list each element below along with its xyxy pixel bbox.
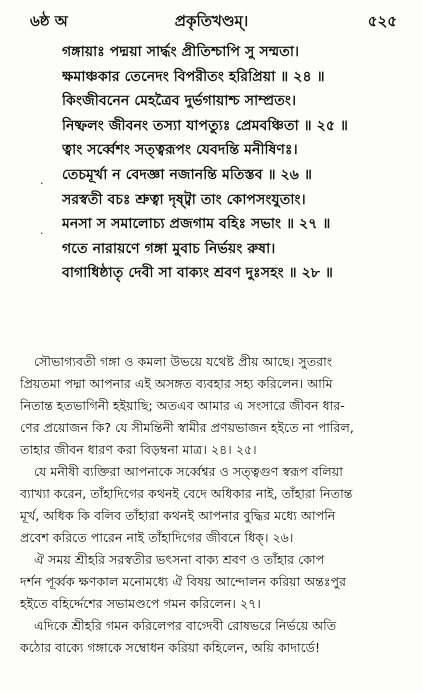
commentary-line: ণের প্রয়োজন কি? যে সীমন্তিনী স্বামীর প্রণয়ভাজন হইতে না পারিল, (20, 420, 354, 435)
commentary-paragraph (20, 615, 409, 659)
commentary-line: প্রবেশ করিতে পারেন নাই তাঁহাদিগের জীবনে ধিক্। ২৬। (20, 530, 294, 545)
sanskrit-verses (62, 40, 407, 286)
page-title: প্রকৃতিখণ্ডম্। (174, 12, 249, 30)
verse-line: গতে নারায়ণে গঙ্গা মুবাচ নির্ভয়ং রুষা। (62, 240, 276, 257)
commentary-line: ঐ সময় শ্রীহরি সরস্বতীর ভৎসনা বাক্য শ্রবণ ও তাঁহার কোপ (34, 552, 325, 567)
commentary-line: সৌভাগ্যবতী গঙ্গা ও কমলা উভয়ে যথেষ্ট প্রীয় আছে। সুতরাং (34, 354, 333, 369)
page-number: ৫২৫ (367, 12, 397, 30)
chapter-number: ৬ষ্ঠ অ (30, 12, 68, 30)
verse-line: গঙ্গায়াঃ পদ্ময়া সার্দ্ধং প্রীতিশ্চাপি সু সম্মতা। (62, 44, 300, 60)
bengali-commentary (20, 351, 409, 659)
verse-line: ক্ষমাঞ্চকার তেনেদং বিপরীতং হরিপ্রিয়া ॥ ২৪ ॥ (62, 68, 325, 85)
commentary-line: এদিকে শ্রীহরি গমন করিলেপর বাগ্দেবী রোষভরে নির্ভয়ে অতি (34, 618, 337, 633)
commentary-line: তাহার জীবন ধারণ করা বিড়ম্বনা মাত্র। ২৪। ২৫। (20, 442, 257, 457)
commentary-line: হইতে বহির্দ্দেশের সভামণ্ডপে গমন করিলেন। ২৭। (20, 596, 261, 611)
commentary-line: কঠোর বাক্যে গঙ্গাকে সম্বোধন করিয়া কহিলেন, অয়ি কাদার্ডে! (20, 640, 320, 655)
verse-line: বাগাধিষ্ঠাতৃ দেবী সা বাক্যং শ্রবণ দুঃসহং ॥ ২৮ ॥ (62, 265, 333, 282)
verse-line: কিংজীবনেন মেহত্রৈব দুর্ভগায়াশ্চ সাম্প্রতং। (62, 93, 297, 110)
verse-line: মনসা স সমালোচ্য প্রজগাম বহিঃ সভাং ॥ ২৭ ॥ (62, 216, 331, 233)
commentary-line: যে মনীষী ব্যক্তিরা আপনাকে সর্ব্বেশ্বর ও সত্ত্বগুণ স্বরূপ বলিয়া (34, 464, 343, 479)
page-header (18, 10, 405, 34)
verse-line: নিষ্ফলং জীবনং তস্যা যাপত্যুঃ প্রেমবঞ্চিতা ॥ ২৫ ॥ (62, 117, 349, 134)
commentary-line: ব্যাখ্যা করেন, তাঁহাদিগের কথনই বেদে অধিকার নাই, তাঁহারা নিতান্ত (20, 486, 353, 501)
commentary-paragraph (20, 351, 409, 461)
commentary-paragraph (20, 461, 409, 549)
commentary-line: দর্শন পূর্ব্বক ক্ষণকাল মনোমধ্যে ঐ বিষয় আন্দোলন করিয়া অন্তঃপুর (20, 574, 347, 589)
margin-dot-icon: · (40, 177, 44, 190)
verse-line: সরস্বতী বচঃ শ্রুত্বা দৃষ্ট্বা তাং কোপসংযুতাং। (62, 191, 306, 208)
margin-dot-icon: · (40, 227, 44, 240)
commentary-line: প্রিয়তমা পদ্মা আপনার এই অসঙ্গত ব্যবহার সহ্য করিলেন। আমি (20, 376, 333, 391)
commentary-paragraph (20, 549, 409, 615)
verse-line: ত্বাং সর্ব্বেশং সত্ত্বরূপং যেবদন্তি মনীষিণঃ। (62, 142, 298, 159)
commentary-line: নিতান্ত হতভাগিনী হইয়াছি; অতএব আমার এ সংসারে জীবন ধার- (20, 398, 345, 413)
verse-line: তেচমূর্খা ন বেদজ্ঞা নজানন্তি মতিস্তব ॥ ২৬ ॥ (62, 166, 312, 183)
commentary-line: মূর্খ, অধিক কি বলিব তাঁহারা কথনই আপনার বুদ্ধির মধ্যে আপনি (20, 508, 336, 523)
